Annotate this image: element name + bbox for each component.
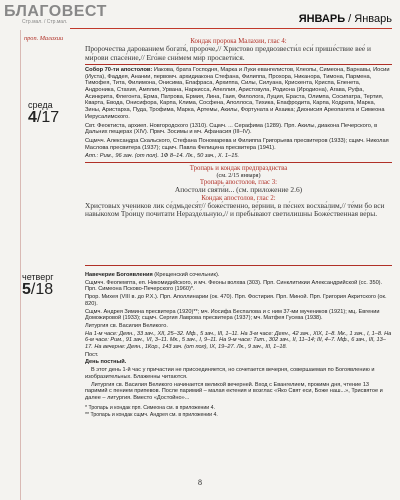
footnotes [85, 405, 392, 418]
sobor-block [85, 67, 392, 121]
kondak-apostles-title: Кондак апостолов, глас 2: [201, 194, 276, 202]
day-label-wednesday [28, 100, 59, 126]
watermark-logo: БЛАГОВЕСТ [4, 3, 107, 20]
divider [85, 162, 392, 163]
header-divider [70, 28, 392, 29]
saint-line: Свт. Феоктиста, архиеп. Новгородского (1310). Сщмч. ... Серафима (1289). Прп. Акилы, диакона Печерского, в Дальних пещерах (XIV). Прмч. Зосимы и мч. Афанасия (III–IV). [85, 122, 378, 136]
day2-heading: Навечерие Богоявления (Крещенский сочельник). [85, 272, 220, 278]
tropar-apostles-text: Апостоли святи́и... (см. приложение 2.6) [174, 185, 303, 195]
tropar-ref: (см. 2/15 января) [216, 172, 261, 180]
fast-line: Пост. [85, 351, 99, 358]
page-number: 8 [198, 478, 202, 487]
month-header [230, 13, 392, 25]
saint-line: Прор. Михея (VIII в. до Р.Х.). Прп. Аполлинарии (ок. 470). Прп. Фостирия. Прп. Миной. Прп. Григория Акритского (ок. 820). [85, 294, 387, 307]
running-title: проп. Малахии [24, 35, 64, 42]
kondak-text: Пророчества дарованием богатя́, проро́че,// Христово предвозвести́л еси́ прише́ствие вее́ и ми́рови спасе́ние,// Его́же сни́мем ми́р просвети́ся. [85, 44, 371, 62]
footnote: ** Тропарь и кондак сщмч. Андрея см. в приложении 4. [85, 411, 218, 418]
day-separator [85, 265, 392, 266]
rubric-line: В этот день 1-й час у причастии не присоединяется, но сочетается вечерня, совершаемая по Богоявлению и изобразительных. Блаженны читаются. [85, 367, 375, 380]
day2-content [85, 272, 392, 419]
month-upper: ЯНВАРЬ [298, 13, 346, 25]
saint-line: Сщмчч. Александра Скальского, Стефана Пономарева и Филиппа Григорьева пресвитеров (1933); сщмч. Николая Маслова пресвитера (1937); сщмч. Павла Фелицина пресвитера (1941). [85, 137, 389, 151]
tropar-apostles-title: Тропарь апостолов, глас 3: [199, 179, 278, 187]
divider [85, 64, 392, 65]
liturgy-line: Литургия св. Василия Великого. [85, 322, 168, 329]
watermark-subtitle: Стр.мал. / Стр.мал. [22, 19, 68, 25]
left-margin-line [20, 30, 21, 500]
footnote: * Тропарь и кондак прп. Симеона см. в приложении 4. [85, 404, 215, 411]
fast-day-line: День постный. [85, 359, 127, 366]
sobor-text: Иакова, брата Господня, Марка и Луки евангелистов, Клеопы, Симеона, Варнавы, Иосии (Иуста), Фаддея, Анании, первомч. архидиакона Стефана, Филиппа, Прохора, Никанора, Тимона, Пармена, Тимофея, Тита, Филимона, Онисима, Епафраса, Архиппа, Силы, Силуана, Крискента, Криспа, Епенета, Андроника, Стахия, Амплия, Урвана, Наркисса, Апеллия, Аристовула, Родиона (Иродиона), Агава, Руфа, Асинкрита, Флегонта, Ерма, Патрова, Ермия, Лина, Гаия, Филолога, Луция, Ераста, Олимпа, Сосипатра, Тертия, Кварта, Евода, Онисифора, Карпа, Клима, Сосфена, Аполлоса, Тихика, Епафродита, Карпа, Кодрата, Марка, Зины, Аристарха, Пуда, Трофима, Марка, Артемы, Акилы, Фортуната и Ахаика; Дионисия Ареопагита и Симеона Иерусалимского. [85, 66, 390, 120]
day-label-thursday [22, 272, 54, 298]
day-of-week: четверг [22, 272, 54, 282]
tropar-title: Тропарь и кондак предпразднства [189, 165, 288, 173]
saint-line: Сщмч. Андрея Зимина пресвитера (1920)**; мч. Иосифа Беспалова и с ним 37-ми мучеников (1921); мц. Евгении Доможировой (1933); сщмч. Сергия Лаврова пресвитера (1937); мч. Матфея Гусева (1938). [85, 308, 380, 322]
day-of-week: среда [28, 100, 53, 110]
reading-line: Апп.: Рим., 96 зач. (от пол). 1Ф 8–14. Лк., 50 зач., Х. 1–15. [85, 153, 240, 160]
day-date: 5/18 [22, 281, 54, 298]
rubric-line: Литургия св. Василия Великого начинается великой вечерней. Вход с Евангелием, прокимн дня, чтение 13 паримий с пением припевов. После паримий – малая ектения и возглас «Яко Свят еси, Боже наш...», Трисвятое и далее – литургия. Вместо «Достойно»... [85, 381, 383, 401]
kondak-apostles-text: Христовых учеников лик се́дмьдеся́т// боже́ственно, ве́рнии, в пе́снех восхва́лим,// те́ми бо вси навы́кохом Тро́ицу почитати Неразде́льную,// и пребы́вают светилишны Боже́ственная ве́ры. [85, 200, 385, 219]
day1-content [85, 38, 392, 219]
kondak-title: Кондак пророка Малахии, глас 4: [190, 38, 287, 45]
saint-line: Сщмчч. Феопемпта, еп. Никомидийского, и мч. Феоны волхва (303). Прп. Синклитикии Александрийской (сс. 350). Прп. Симеона Псково-Печерского (1960)*. [85, 279, 383, 293]
sobor-title: Собор 70-ти апостолов: [85, 66, 153, 73]
day-date: 4/17 [28, 109, 60, 126]
reading-line: На 1-м часе: Деян., 33 зач., XII, 25–32. Мф., 5 зач., III, 1–11. На 3-м часе: Деян., 42 зач., XIX, 1–8. Мк., 1 зач., I, 1–8. На 6-м часе: Рим., 91 зач., VI, 3–11. Мк., 5 зач., I, 9–11. На 9-м часе: Тит., 302 зач., II, 11–14; III, 4–7. Мф., 6 зач., III, 13–17. На вечерне: Деян., 1Кор., 143 зач. (от пол), IX, 19–27. Лк., 9 зач., III, 1–18. [85, 330, 392, 351]
month-name: / Январь [345, 13, 392, 25]
